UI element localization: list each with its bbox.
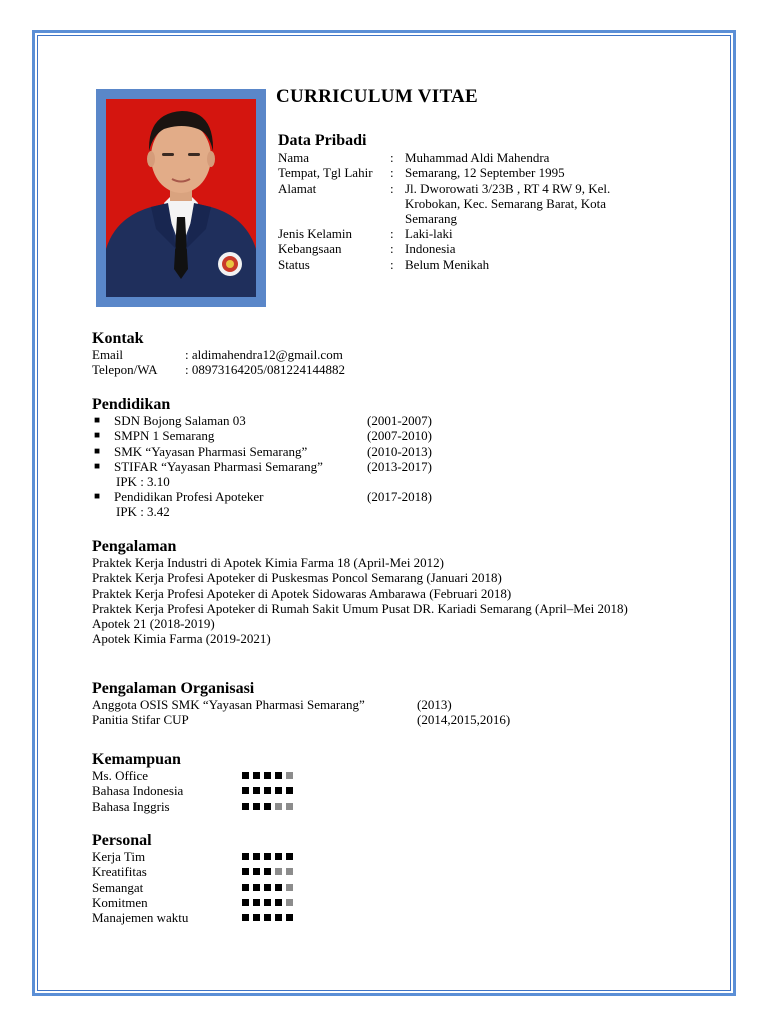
trait-row [92,880,692,895]
rating-dot-filled [264,884,271,891]
field-value: Belum Menikah [405,256,490,272]
education-section [92,397,692,520]
school-name: SMPN 1 Semarang [114,428,215,444]
trait-name: Kreatifitas [92,864,147,880]
organization-name: Anggota OSIS SMK “Yayasan Pharmasi Semarang” [92,697,365,713]
field-label: Telepon/WA [92,362,158,378]
personal-traits-heading: Personal [92,832,152,849]
list-item: Apotek 21 (2018-2019) [92,616,215,632]
list-item: Apotek Kimia Farma (2019-2021) [92,631,271,647]
organization-heading: Pengalaman Organisasi [92,680,255,697]
rating-dot-filled [275,914,282,921]
skill-name: Bahasa Indonesia [92,783,184,799]
field-value: Jl. Dworowati 3/23B , RT 4 RW 9, Kel. Krobokan, Kec. Semarang Barat, Kota Semarang [405,180,611,227]
rating-dot-empty [275,803,282,810]
rating-dot-filled [253,772,260,779]
list-item [92,413,692,428]
rating-dot-filled [253,884,260,891]
list-item [92,428,692,443]
trait-row [92,910,692,925]
organization-name: Panitia Stifar CUP [92,712,189,728]
personal-data-section [278,133,638,272]
rating-dot-filled [242,803,249,810]
rating-dot-empty [275,868,282,875]
personal-data-row [278,181,638,227]
school-name: STIFAR “Yayasan Pharmasi Semarang” [114,458,323,474]
skill-row [92,799,692,814]
document-title: CURRICULUM VITAE [276,86,479,107]
personal-data-row [278,165,638,180]
gpa-value: IPK : 3.10 [116,474,170,490]
rating-dots [242,899,293,906]
school-name: Pendidikan Profesi Apoteker [114,489,264,505]
rating-dots [242,868,293,875]
personal-data-row [278,150,638,165]
colon: : [390,241,394,257]
rating-dot-filled [264,787,271,794]
rating-dot-filled [286,787,293,794]
contact-row-phone [92,362,692,377]
list-item [92,459,692,474]
contact-row-email [92,347,692,362]
contact-section [92,331,692,378]
field-label: Status [278,256,310,272]
rating-dot-filled [264,803,271,810]
rating-dot-filled [286,853,293,860]
school-name: SMK “Yayasan Pharmasi Semarang” [114,443,308,459]
bullet-icon: ■ [94,415,101,427]
rating-dot-filled [242,914,249,921]
rating-dot-filled [242,868,249,875]
bullet-icon: ■ [94,491,101,503]
organization-years: (2013) [417,697,452,713]
list-item [92,712,692,727]
trait-name: Semangat [92,879,144,895]
skill-name: Bahasa Inggris [92,798,170,814]
personal-data-row [278,226,638,241]
list-item: Praktek Kerja Profesi Apoteker di Rumah Sakit Umum Pusat DR. Kariadi Semarang (April–Mei 2018) [92,600,628,616]
rating-dots [242,772,293,779]
trait-name: Manajemen waktu [92,909,189,925]
list-item: Praktek Kerja Profesi Apoteker di Apotek Sidowaras Ambarawa (Februari 2018) [92,585,512,601]
field-label: Jenis Kelamin [278,226,353,242]
colon: : [390,180,394,196]
rating-dot-filled [253,914,260,921]
email-value: : aldimahendra12@gmail.com [185,347,343,363]
rating-dot-filled [275,899,282,906]
rating-dot-filled [275,853,282,860]
personal-data-row [278,257,638,272]
list-item: Praktek Kerja Industri di Apotek Kimia Farma 18 (April-Mei 2012) [92,555,445,571]
experience-heading: Pengalaman [92,538,177,555]
school-years: (2017-2018) [367,489,432,505]
rating-dot-filled [264,772,271,779]
school-years: (2001-2007) [367,413,432,429]
rating-dot-empty [286,868,293,875]
personal-data-heading: Data Pribadi [278,132,367,149]
trait-name: Komitmen [92,894,148,910]
rating-dot-filled [264,899,271,906]
profile-photo-frame [96,89,266,307]
school-years: (2013-2017) [367,458,432,474]
rating-dots [242,803,293,810]
gpa-value: IPK : 3.42 [116,504,170,520]
personal-traits-section [92,833,692,925]
trait-row [92,849,692,864]
field-value: Laki-laki [405,226,453,242]
rating-dots [242,853,293,860]
experience-section [92,539,692,646]
colon: : [390,226,394,242]
skill-row [92,783,692,798]
bullet-icon: ■ [94,445,101,457]
field-value: Semarang, 12 September 1995 [405,165,565,181]
rating-dot-empty [286,772,293,779]
trait-name: Kerja Tim [92,849,146,865]
rating-dot-filled [275,787,282,794]
field-label: Tempat, Tgl Lahir [278,165,373,181]
rating-dot-filled [242,899,249,906]
rating-dot-filled [242,787,249,794]
organization-years: (2014,2015,2016) [417,712,511,728]
field-label: Alamat [278,180,317,196]
skill-name: Ms. Office [92,768,149,784]
bullet-icon: ■ [94,430,101,442]
rating-dot-filled [264,914,271,921]
phone-value: : 08973164205/081224144882 [185,362,345,378]
field-label: Email [92,347,124,363]
rating-dot-filled [264,868,271,875]
rating-dot-empty [286,884,293,891]
trait-row [92,864,692,879]
list-item: Praktek Kerja Profesi Apoteker di Puskesmas Poncol Semarang (Januari 2018) [92,570,502,586]
rating-dot-filled [253,899,260,906]
contact-heading: Kontak [92,330,144,347]
rating-dot-filled [242,772,249,779]
school-name: SDN Bojong Salaman 03 [114,413,246,429]
bullet-icon: ■ [94,460,101,472]
rating-dot-filled [253,853,260,860]
list-item [92,697,692,712]
rating-dot-filled [275,772,282,779]
organization-section [92,681,692,728]
rating-dot-filled [253,868,260,875]
colon: : [390,256,394,272]
colon: : [390,150,394,166]
list-item [92,489,692,504]
skill-row [92,768,692,783]
personal-data-row [278,241,638,256]
skills-heading: Kemampuan [92,751,181,768]
education-heading: Pendidikan [92,396,171,413]
rating-dot-filled [286,914,293,921]
rating-dots [242,884,293,891]
profile-photo [106,99,256,297]
school-years: (2007-2010) [367,428,432,444]
portrait-illustration [106,99,256,297]
rating-dot-filled [242,884,249,891]
trait-row [92,895,692,910]
school-years: (2010-2013) [367,443,432,459]
rating-dot-filled [253,803,260,810]
rating-dot-filled [264,853,271,860]
field-value: Indonesia [405,241,456,257]
rating-dots [242,787,293,794]
rating-dots [242,914,293,921]
list-item [92,444,692,459]
skills-section [92,752,692,814]
rating-dot-filled [253,787,260,794]
field-value: Muhammad Aldi Mahendra [405,150,550,166]
field-label: Nama [278,150,310,166]
rating-dot-filled [275,884,282,891]
field-label: Kebangsaan [278,241,342,257]
rating-dot-filled [242,853,249,860]
rating-dot-empty [286,899,293,906]
rating-dot-empty [286,803,293,810]
colon: : [390,165,394,181]
